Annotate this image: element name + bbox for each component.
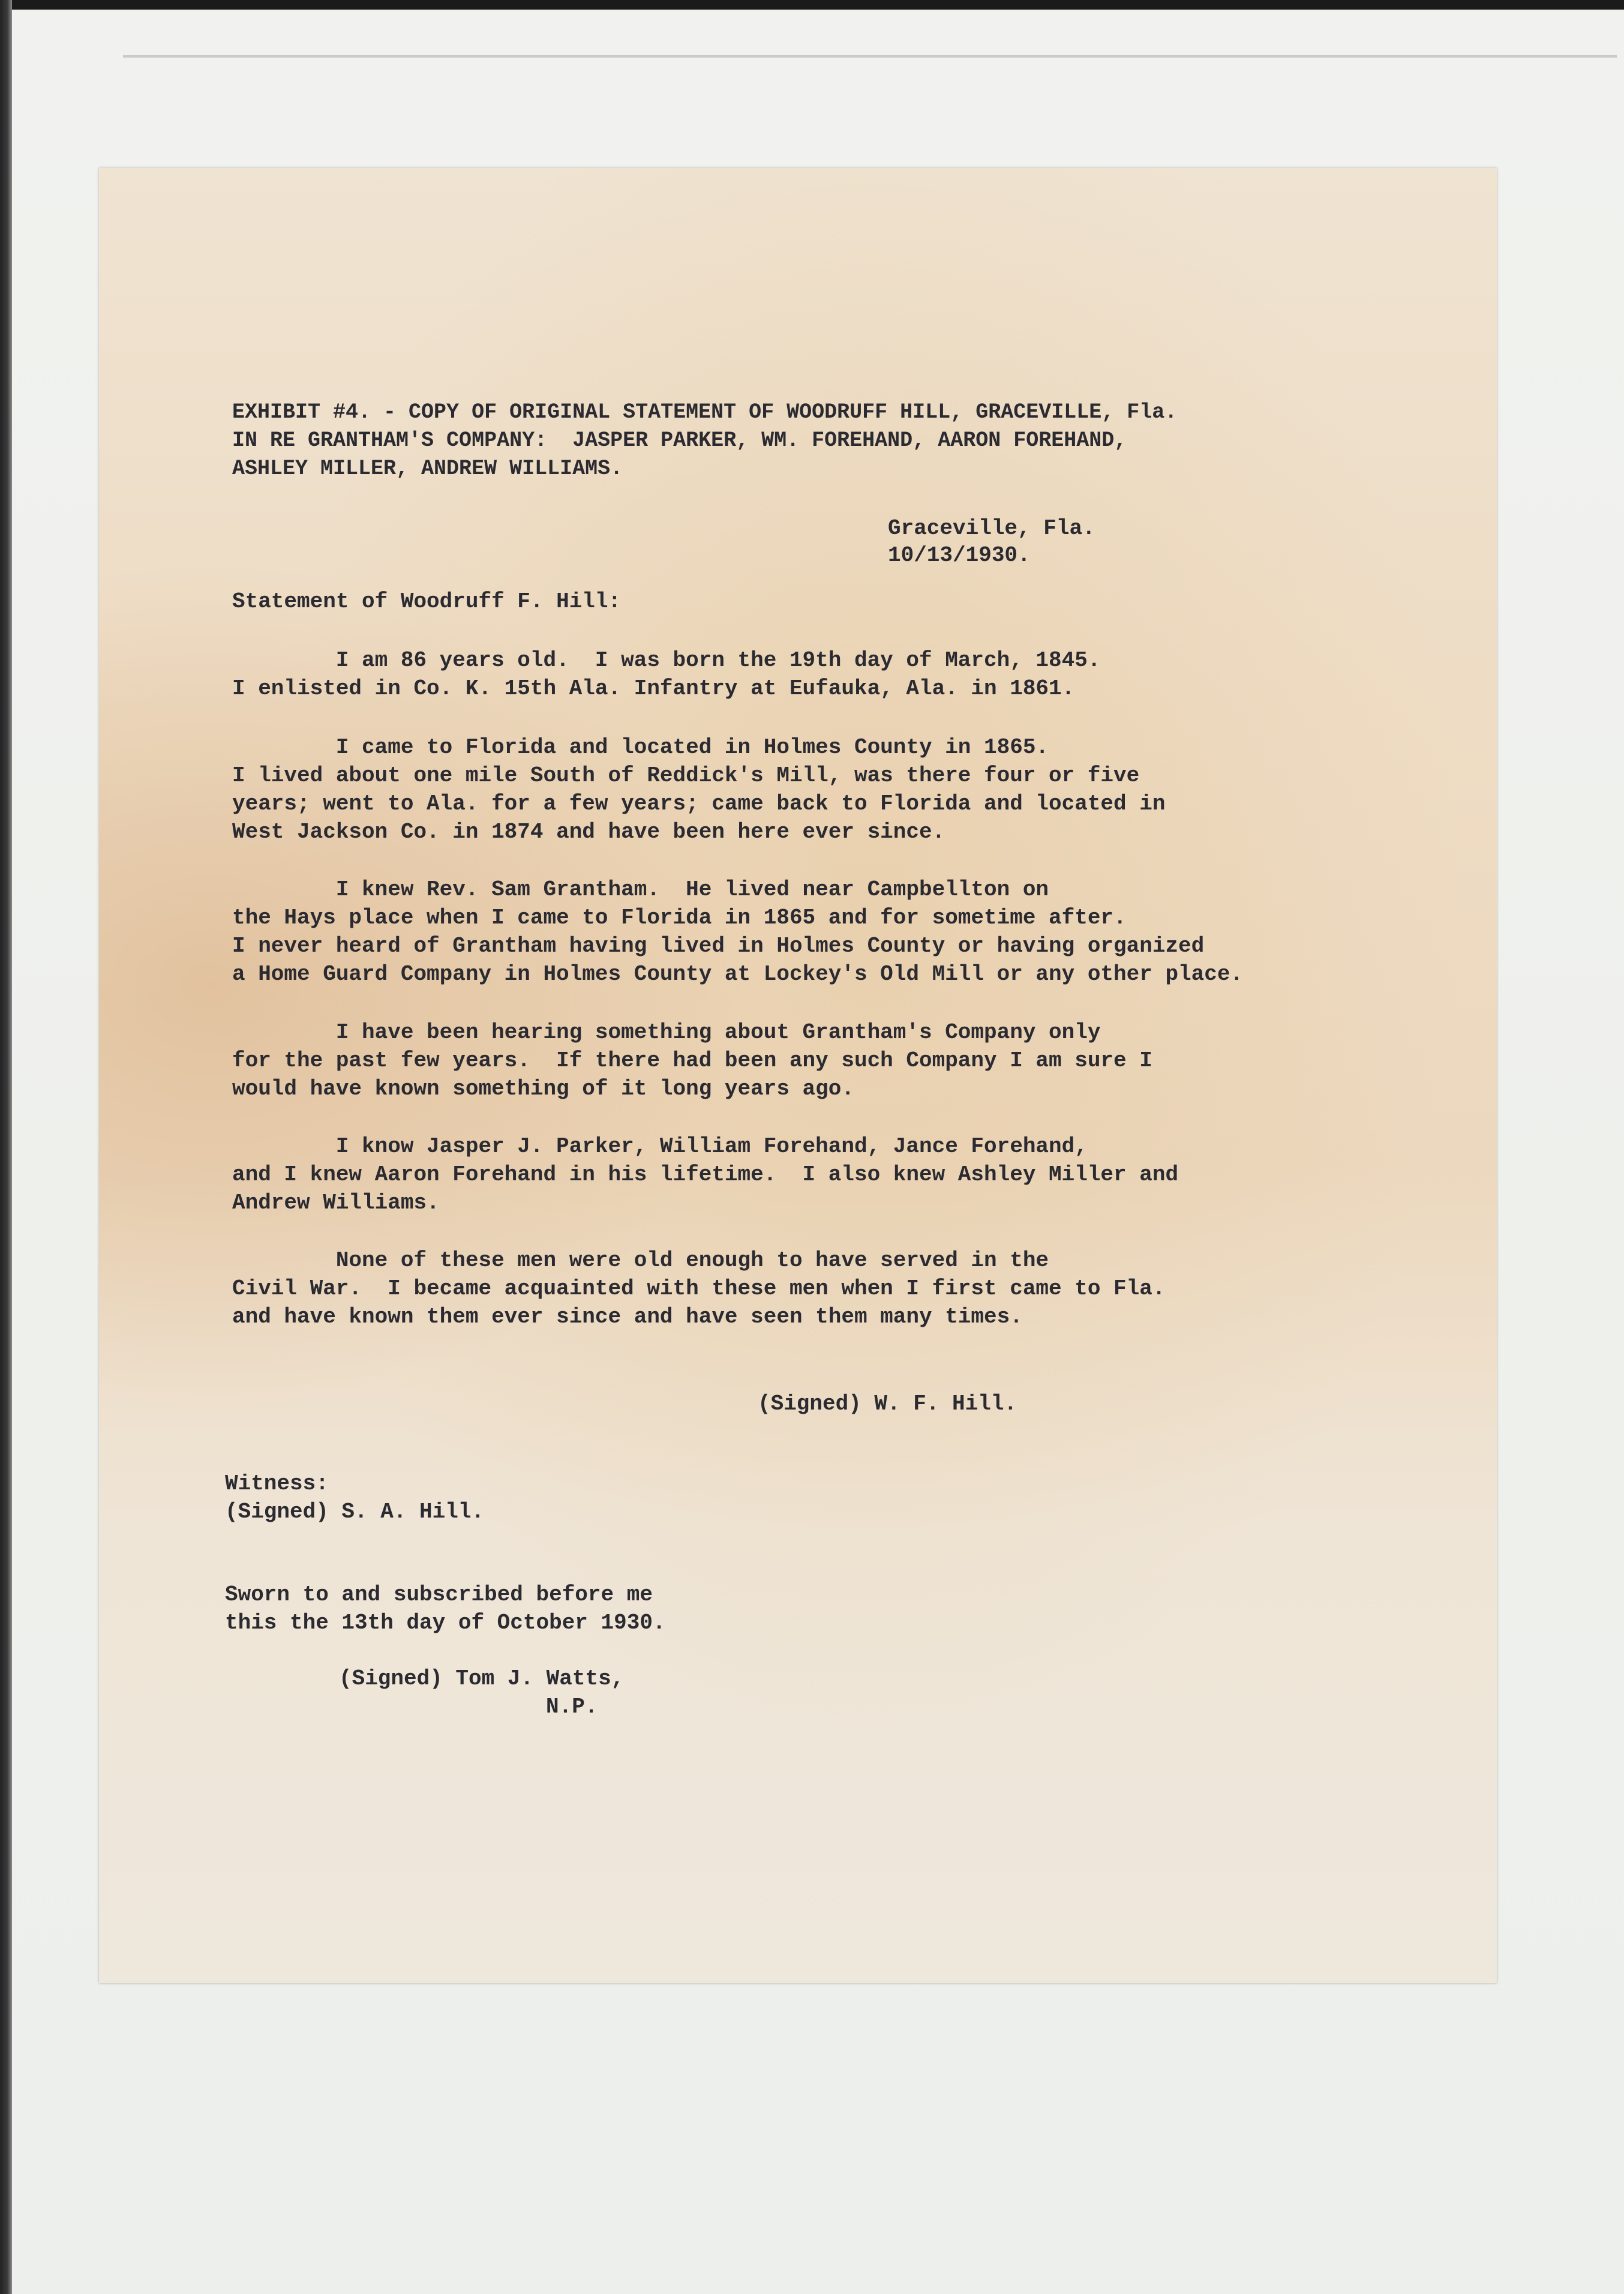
paragraph-line: Civil War. I became acquainted with these men when I first came to Fla. — [232, 1276, 1166, 1301]
witness-label: Witness: — [225, 1471, 329, 1496]
document-page — [99, 168, 1497, 1983]
witness-signature: (Signed) S. A. Hill. — [225, 1500, 485, 1524]
paragraph-line: for the past few years. If there had been any such Company I am sure I — [232, 1048, 1152, 1073]
document-text — [99, 168, 1497, 1983]
paragraph-line: a Home Guard Company in Holmes County at Lockey's Old Mill or any other place. — [232, 962, 1244, 986]
paragraph-line: years; went to Ala. for a few years; came back to Florida and located in — [232, 791, 1166, 816]
heading-line-1: EXHIBIT #4. - COPY OF ORIGINAL STATEMENT OF WOODRUFF HILL, GRACEVILLE, Fla. — [232, 400, 1178, 424]
paragraph-line: I lived about one mile South of Reddick's Mill, was there four or five — [232, 763, 1140, 788]
paragraph-line: and I knew Aaron Forehand in his lifetime. I also knew Ashley Miller and — [232, 1162, 1179, 1187]
paragraph-line: I knew Rev. Sam Grantham. He lived near Campbellton on — [232, 877, 1049, 902]
paragraph-line: I enlisted in Co. K. 15th Ala. Infantry at Eufauka, Ala. in 1861. — [232, 676, 1075, 701]
paragraph-line: Andrew Williams. — [232, 1191, 440, 1215]
heading-line-3: ASHLEY MILLER, ANDREW WILLIAMS. — [232, 457, 623, 481]
paragraph-line: None of these men were old enough to have served in the — [232, 1248, 1049, 1273]
paragraph-line: West Jackson Co. in 1874 and have been here ever since. — [232, 820, 945, 844]
sworn-line-2: this the 13th day of October 1930. — [225, 1611, 666, 1635]
notary-title: N.P. — [546, 1695, 598, 1719]
scan-frame-top-edge — [0, 0, 1624, 10]
sworn-line-1: Sworn to and subscribed before me — [225, 1582, 653, 1607]
place-line: Graceville, Fla. — [888, 516, 1095, 541]
scan-frame-left-edge — [0, 0, 12, 2294]
paragraph-line: would have known something of it long years ago. — [232, 1076, 854, 1101]
notary-signature: (Signed) Tom J. Watts, — [339, 1666, 625, 1691]
statement-heading: Statement of Woodruff F. Hill: — [232, 589, 622, 614]
paragraph-line: I came to Florida and located in Holmes County in 1865. — [232, 735, 1049, 760]
date-line: 10/13/1930. — [888, 543, 1031, 568]
statement-signature: (Signed) W. F. Hill. — [758, 1392, 1017, 1416]
paragraph-line: I am 86 years old. I was born the 19th day of March, 1845. — [232, 648, 1101, 673]
paragraph-line: I have been hearing something about Grantham's Company only — [232, 1020, 1101, 1045]
paragraph-line: and have known them ever since and have seen them many times. — [232, 1305, 1023, 1329]
paragraph-line: I know Jasper J. Parker, William Forehand, Jance Forehand, — [232, 1134, 1088, 1159]
heading-line-2: IN RE GRANTHAM'S COMPANY: JASPER PARKER, WM. FOREHAND, AARON FOREHAND, — [232, 428, 1127, 452]
scan-divider-line — [123, 55, 1617, 58]
paragraph-line: I never heard of Grantham having lived in Holmes County or having organized — [232, 934, 1205, 958]
paragraph-line: the Hays place when I came to Florida in 1865 and for sometime after. — [232, 905, 1127, 930]
